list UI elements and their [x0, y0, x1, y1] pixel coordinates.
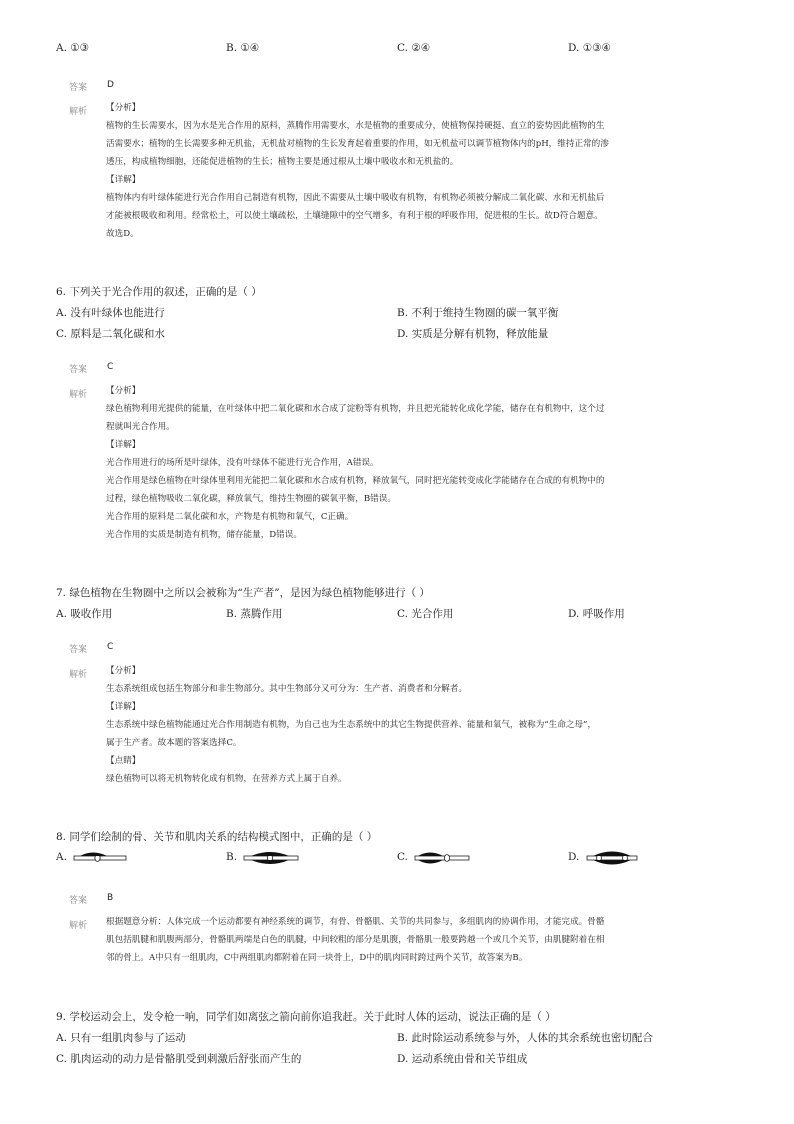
q5-explanation	[106, 99, 609, 243]
q9-stem: 9. 学校运动会上，发令枪一响，同学们如离弦之箭向前你追我赶。关于此时人体的运动，说法正确的是（ ）	[56, 1011, 556, 1023]
q5-analysis-label: 解析	[69, 107, 88, 117]
explanation-line: 【详解】	[106, 702, 141, 712]
q7-analysis-label: 解析	[69, 670, 88, 680]
q8-answer-label: 答案	[69, 896, 88, 906]
q6-analysis-label: 解析	[69, 390, 88, 400]
q5-answer: D	[107, 80, 114, 90]
explanation-line: 【分析】	[106, 666, 141, 676]
explanation-line: 【分析】	[106, 103, 141, 113]
bone-joint-muscle-diagram-a	[73, 848, 127, 868]
q6-option-d: D. 实质是分解有机物，释放能量	[397, 328, 549, 340]
q9-option-c: C. 肌肉运动的动力是骨骼肌受到刺激后舒张而产生的	[56, 1053, 302, 1065]
explanation-line: 根据题意分析：人体完成一个运动都要有神经系统的调节，有骨、骨骼肌、关节的共同参与，多组肌肉的协调作用，才能完成。骨骼	[106, 917, 605, 927]
q7-answer: C	[107, 642, 114, 652]
explanation-line: 【点睛】	[106, 756, 141, 766]
explanation-line: 邻的骨上。A中只有一组肌肉，C中两组肌肉都附着在同一块骨上，D中的肌肉同时跨过两个关节，故答案为B。	[106, 953, 528, 963]
q6-option-c: C. 原料是二氧化碳和水	[56, 328, 165, 340]
explanation-line: 过程，绿色植物吸收二氧化碳，释放氧气，维持生物圈的碳氧平衡，B错误。	[106, 494, 396, 504]
q7-option-d: D. 呼吸作用	[568, 608, 625, 620]
q8-explanation	[106, 913, 604, 967]
q8-option-a: A.	[56, 851, 67, 863]
q6-option-b: B. 不利于维持生物圈的碳一氧平衡	[397, 307, 559, 319]
q5-option-a: A. ①③	[56, 42, 90, 54]
q8-option-b: B.	[226, 851, 238, 863]
explanation-line: 【分析】	[106, 386, 141, 396]
q7-option-b: B. 蒸腾作用	[226, 608, 283, 620]
explanation-line: 植物体内有叶绿体能进行光合作用自己制造有机物，因此不需要从土壤中吸收有机物，有机物必须被分解成二氧化碳、水和无机盐后	[106, 193, 605, 203]
explanation-line: 【详解】	[106, 440, 141, 450]
q8-answer: B	[107, 893, 114, 903]
explanation-line: 光合作用的实质是制造有机物，储存能量，D错误。	[106, 530, 302, 540]
explanation-line: 活需要水；植物的生长需要多种无机盐，无机盐对植物的生长发育起着重要的作用，如无机盐可以调节植物体内的pH，维持正常的渗	[106, 139, 609, 149]
q8-stem: 8. 同学们绘制的骨、关节和肌肉关系的结构模式图中，正确的是（ ）	[56, 831, 378, 843]
q5-answer-label: 答案	[69, 83, 88, 93]
bone-joint-muscle-diagram-d	[586, 845, 638, 871]
q6-answer: C	[107, 362, 114, 372]
explanation-line: 光合作用进行的场所是叶绿体，没有叶绿体不能进行光合作用，A错误。	[106, 458, 379, 468]
explanation-line: 光合作用的原料是二氧化碳和水，产物是有机物和氧气，C正确。	[106, 512, 354, 522]
explanation-line: 程就叫光合作用。	[106, 422, 175, 432]
q7-option-a: A. 吸收作用	[56, 608, 113, 620]
q6-stem: 6. 下列关于光合作用的叙述，正确的是（ ）	[56, 286, 262, 298]
q9-option-d: D. 运动系统由骨和关节组成	[397, 1053, 528, 1065]
q9-option-b: B. 此时除运动系统参与外，人体的其余系统也密切配合	[397, 1032, 653, 1044]
explanation-line: 透压，构成植物细胞，还能促进植物的生长；植物主要是通过根从土壤中吸收水和无机盐的。	[106, 157, 459, 167]
explanation-line: 光合作用是绿色植物在叶绿体里利用光能把二氧化碳和水合成有机物，释放氧气，同时把光能转变成化学能储存在合成的有机物中的	[106, 476, 605, 486]
q6-option-a: A. 没有叶绿体也能进行	[56, 307, 165, 319]
q5-option-b: B. ①④	[226, 42, 260, 54]
bone-joint-muscle-diagram-b	[243, 848, 299, 868]
q8-option-d: D.	[568, 851, 580, 863]
q6-explanation	[106, 382, 604, 544]
explanation-line: 绿色植物可以将无机物转化成有机物，在营养方式上属于自养。	[106, 774, 347, 784]
q6-answer-label: 答案	[69, 365, 88, 375]
q9-option-a: A. 只有一组肌肉参与了运动	[56, 1032, 186, 1044]
explanation-line: 生态系统组成包括生物部分和非生物部分。其中生物部分又可分为：生产者、消费者和分解者。	[106, 684, 467, 694]
q8-analysis-label: 解析	[69, 921, 88, 931]
explanation-line: 植物的生长需要水，因为水是光合作用的原料，蒸腾作用需要水，水是植物的重要成分，使植物保持硬挺、直立的姿势因此植物的生	[106, 121, 605, 131]
q5-option-c: C. ②④	[397, 42, 431, 54]
q7-stem: 7. 绿色植物在生物圈中之所以会被称为“生产者”，是因为绿色植物能够进行（ ）	[56, 587, 430, 599]
explanation-line: 【详解】	[106, 175, 141, 185]
explanation-line: 生态系统中绿色植物能通过光合作用制造有机物，为自己也为生态系统中的其它生物提供营养、能量和氧气，被称为“生命之母”，	[106, 720, 597, 730]
q7-answer-label: 答案	[69, 645, 88, 655]
q7-option-c: C. 光合作用	[397, 608, 454, 620]
q8-option-c: C.	[397, 851, 408, 863]
q7-explanation	[106, 662, 596, 788]
q5-option-d: D. ①③④	[568, 42, 611, 54]
explanation-line: 绿色植物利用光提供的能量，在叶绿体中把二氧化碳和水合成了淀粉等有机物，并且把光能转化成化学能，储存在有机物中，这个过	[106, 404, 605, 414]
explanation-line: 属于生产者。故本题的答案选择C。	[106, 738, 242, 748]
explanation-line: 肌包括肌腱和肌腹两部分，骨骼肌两端是白色的肌腱，中间较粗的部分是肌腹，骨骼肌一般要跨越一个或几个关节，由肌腱附着在相	[106, 935, 605, 945]
explanation-line: 故选D。	[106, 229, 139, 239]
bone-joint-muscle-diagram-c	[414, 848, 470, 868]
explanation-line: 才能被根吸收和利用。经常松土，可以使土壤疏松，土壤缝隙中的空气增多，有利于根的呼吸作用，促进根的生长。故D符合题意。	[106, 211, 603, 221]
